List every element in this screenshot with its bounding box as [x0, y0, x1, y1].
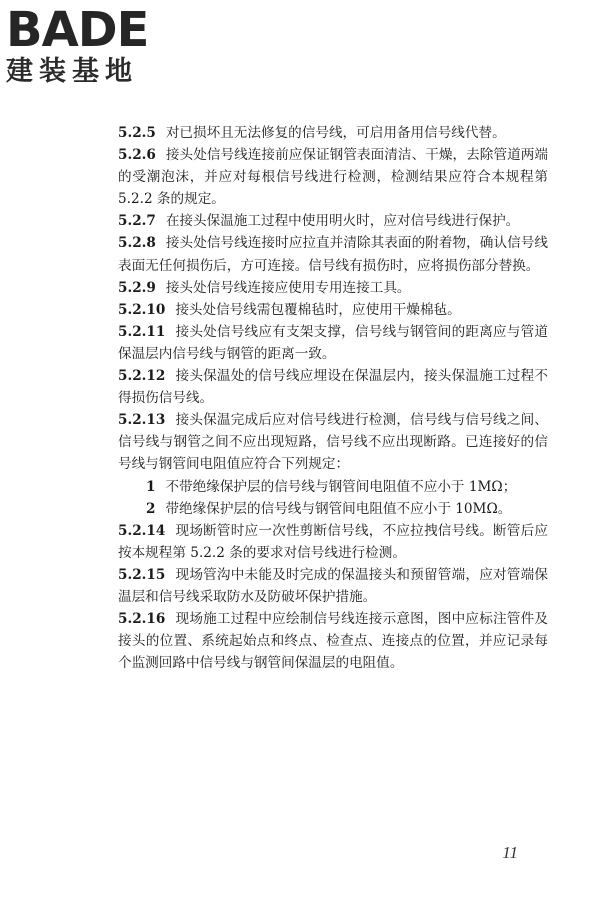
- clause-5-2-10: [118, 299, 548, 321]
- clause-text: 现场断管时应一次性剪断信号线，不应拉拽信号线。断管后应按本规程第 5.2.2 条的要求对信号线进行检测。: [118, 522, 548, 561]
- clause-5-2-13: [118, 409, 548, 475]
- clause-number: 5.2.13: [118, 412, 166, 429]
- clause-number: 5.2.10: [118, 301, 166, 318]
- clause-number: 5.2.7: [118, 213, 156, 230]
- clause-text: 接头处信号线需包覆棉毡时，应使用干燥棉毡。: [175, 301, 461, 318]
- clause-number: 5.2.9: [118, 279, 156, 296]
- clause-number: 5.2.5: [118, 125, 156, 141]
- clause-5-2-15: [118, 564, 548, 608]
- clause-number: 5.2.8: [118, 235, 156, 252]
- clause-text: 接头保温处的信号线应埋设在保温层内，接头保温施工过程不得损伤信号线。: [118, 368, 548, 407]
- clause-number: 5.2.11: [118, 323, 166, 340]
- item-text: 不带绝缘保护层的信号线与钢管间电阻值不应小于 1MΩ；: [165, 478, 517, 495]
- clause-5-2-11: [118, 321, 548, 365]
- clause-text: 现场施工过程中应绘制信号线连接示意图，图中应标注管件及接头的位置、系统起始点和终点、检查点、连接点的位置，并应记录每个监测回路中信号线与钢管间保温层的电阻值。: [118, 611, 548, 672]
- logo-wordmark: BADE: [6, 2, 149, 58]
- clause-5-2-7: [118, 210, 548, 232]
- item-number: 1: [146, 478, 156, 495]
- clause-number: 5.2.16: [118, 611, 166, 628]
- clause-5-2-16: [118, 608, 548, 674]
- clause-text: 接头处信号线连接时应拉直并清除其表面的附着物，确认信号线表面无任何损伤后，方可连接。信号线有损伤时，应将损伤部分替换。: [118, 235, 548, 274]
- logo: [6, 4, 148, 88]
- clause-number: 5.2.15: [118, 566, 166, 583]
- clause-number: 5.2.12: [118, 368, 166, 385]
- clause-number: 5.2.14: [118, 522, 166, 539]
- page-body: [118, 122, 548, 674]
- clause-text: 接头保温完成后应对信号线进行检测，信号线与信号线之间、信号线与钢管之间不应出现短路，信号线不应出现断路。已连接好的信号线与钢管间电阻值应符合下列规定：: [118, 412, 548, 473]
- clause-text: 接头处信号线连接应使用专用连接工具。: [165, 279, 411, 296]
- clause-5-2-8: [118, 232, 548, 276]
- page-number: 11: [502, 843, 518, 862]
- clause-number: 5.2.6: [118, 147, 156, 164]
- clause-5-2-5: [118, 122, 548, 144]
- clause-text: 接头处信号线连接前应保证钢管表面清洁、干燥，去除管道两端的受潮泡沫，并应对每根信号线进行检测，检测结果应符合本规程第 5.2.2 条的规定。: [118, 147, 548, 208]
- clause-5-2-12: [118, 365, 548, 409]
- clause-text: 在接头保温施工过程中使用明火时，应对信号线进行保护。: [165, 213, 520, 230]
- clause-text: 接头处信号线应有支架支撑，信号线与钢管间的距离应与管道保温层内信号线与钢管的距离一致。: [118, 323, 548, 362]
- clause-text: 现场管沟中未能及时完成的保温接头和预留管端，应对管端保温层和信号线采取防水及防破坏保护措施。: [118, 566, 548, 605]
- clause-text: 对已损坏且无法修复的信号线，可启用备用信号线代替。: [165, 125, 506, 141]
- clause-5-2-14: [118, 520, 548, 564]
- clause-5-2-9: [118, 277, 548, 299]
- logo-subtitle: 建装基地: [6, 56, 138, 87]
- item-number: 2: [146, 500, 156, 517]
- item-text: 带绝缘保护层的信号线与钢管间电阻值不应小于 10MΩ。: [165, 500, 512, 517]
- list-item-1: [118, 476, 548, 498]
- clause-5-2-6: [118, 144, 548, 210]
- list-item-2: [118, 498, 548, 520]
